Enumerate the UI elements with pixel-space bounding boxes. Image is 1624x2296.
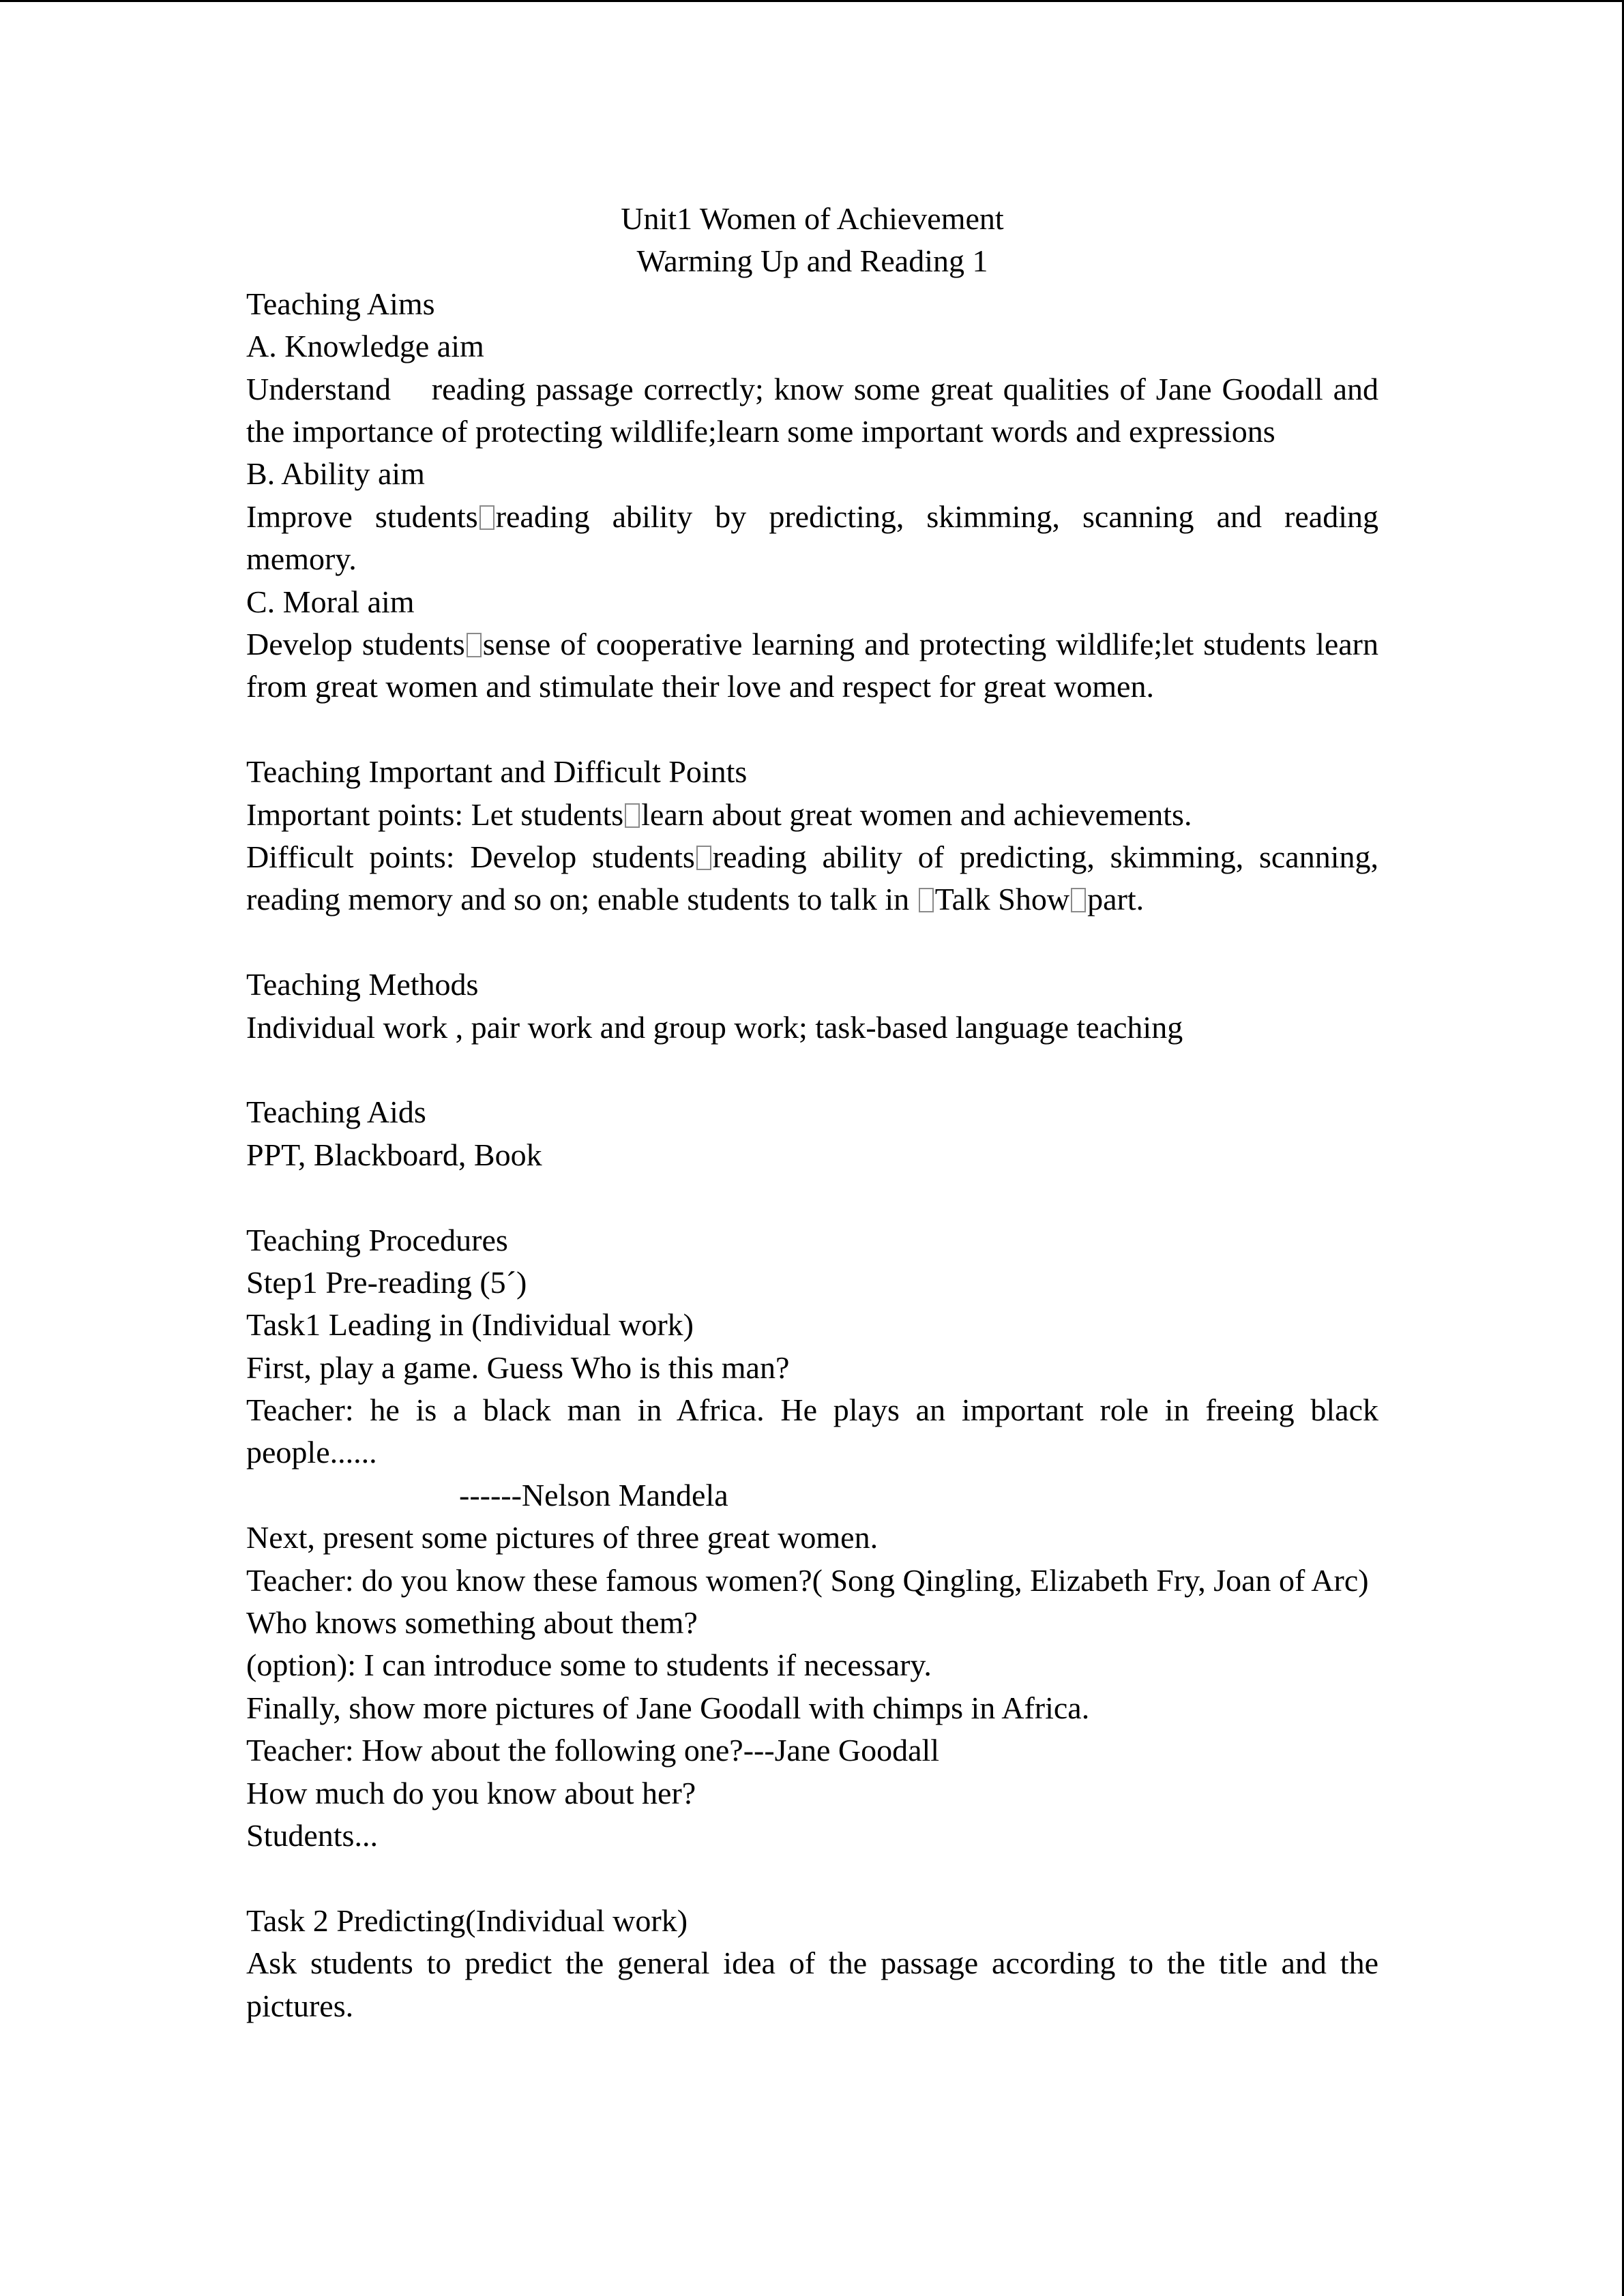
missing-glyph-box [919, 888, 934, 912]
missing-glyph-box [467, 633, 482, 657]
step1-label: Step1 Pre-reading (5´) [246, 1264, 527, 1300]
methods-text: Individual work , pair work and group work; task-based language teaching [246, 1009, 1183, 1045]
document-subtitle: Warming Up and Reading 1 [636, 243, 988, 279]
missing-glyph-box [696, 846, 711, 870]
difficult-points-text [246, 836, 1378, 921]
points-heading: Teaching Important and Difficult Points [246, 754, 748, 790]
procedure-line: Teacher: do you know these famous women?( Song Qingling, Elizabeth Fry, Joan of Arc) [246, 1562, 1369, 1598]
missing-glyph-box [1071, 888, 1086, 912]
moral-aim-text-a: Develop students [246, 626, 465, 661]
procedure-line: Ask students to predict the general idea of the passage according to the title and the pictures. [246, 1945, 1378, 2023]
spacer [246, 709, 1378, 751]
procedure-line: Finally, show more pictures of Jane Goodall with chimps in Africa. [246, 1690, 1090, 1725]
procedure-signature: ------Nelson Mandela [459, 1477, 728, 1512]
aids-text: PPT, Blackboard, Book [246, 1137, 542, 1172]
task1-label: Task1 Leading in (Individual work) [246, 1307, 694, 1343]
aids-heading: Teaching Aids [246, 1094, 426, 1130]
moral-aim-text [246, 623, 1378, 709]
procedure-line: Teacher: he is a black man in Africa. He plays an important role in freeing black people...... [246, 1392, 1378, 1470]
procedure-line: Who knows something about them? [246, 1605, 698, 1641]
important-points-a: Important points: Let students [246, 796, 624, 832]
document-body [246, 198, 1387, 2027]
procedure-line: How much do you know about her? [246, 1775, 696, 1810]
important-points-b: learn about great women and achievements. [641, 796, 1192, 832]
difficult-points-c: Talk Show [934, 882, 1070, 917]
knowledge-aim-label: A. Knowledge aim [246, 329, 484, 364]
ability-aim-text-b: reading ability by predicting, skimming, scanning and reading memory. [246, 498, 1378, 577]
difficult-points-b: reading ability of predicting, skimming, scanning, reading memory and so on; enable students to talk in [246, 839, 1378, 917]
document-title: Unit1 Women of Achievement [621, 201, 1004, 236]
difficult-points-a: Difficult points: Develop students [246, 839, 695, 874]
spacer [246, 1176, 1378, 1219]
spacer [246, 1857, 1378, 1899]
procedure-line: Teacher: How about the following one?---Jane Goodall [246, 1733, 940, 1768]
teaching-aims-heading: Teaching Aims [246, 286, 435, 321]
moral-aim-label: C. Moral aim [246, 584, 415, 619]
moral-aim-text-b: sense of cooperative learning and protecting wildlife;let students learn from great women and stimulate their love and respect for great women. [246, 626, 1378, 704]
ability-aim-label: B. Ability aim [246, 456, 425, 492]
knowledge-aim-text: Understand reading passage correctly; know some great qualities of Jane Goodall and the importance of protecting wildlife;learn some important words and expressions [246, 371, 1387, 449]
procedure-line: Next, present some pictures of three great women. [246, 1520, 879, 1555]
ability-aim-text-a: Improve students [246, 498, 478, 534]
methods-heading: Teaching Methods [246, 967, 479, 1002]
procedure-line: First, play a game. Guess Who is this man? [246, 1350, 790, 1385]
procedures-heading: Teaching Procedures [246, 1222, 508, 1257]
missing-glyph-box [625, 803, 640, 828]
spacer [246, 1049, 1378, 1091]
procedure-line: Students... [246, 1818, 378, 1853]
missing-glyph-box [479, 505, 494, 530]
spacer [246, 921, 1378, 964]
procedure-line: (option): I can introduce some to students if necessary. [246, 1648, 932, 1683]
important-points-text [246, 794, 1378, 836]
difficult-points-d: part. [1087, 882, 1145, 917]
ability-aim-text [246, 496, 1378, 581]
task2-label: Task 2 Predicting(Individual work) [246, 1903, 688, 1938]
